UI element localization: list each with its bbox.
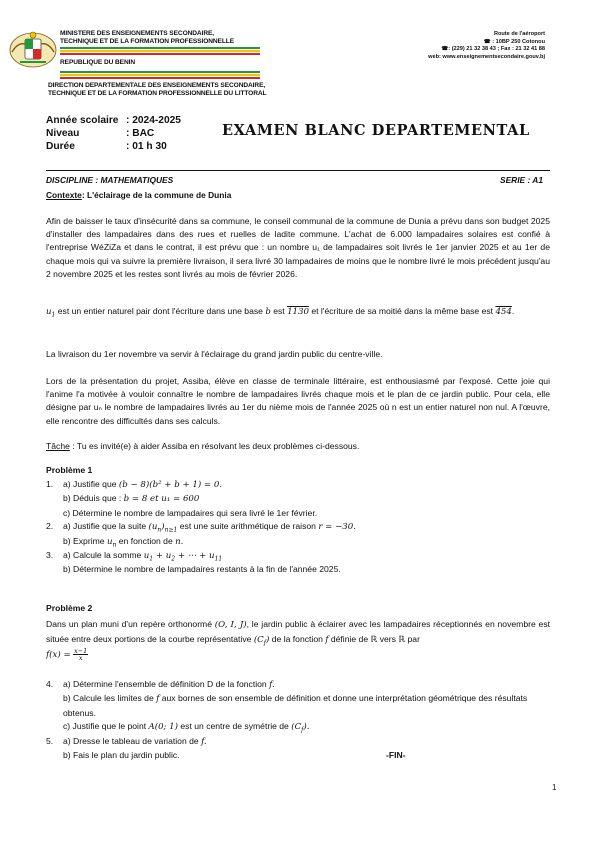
direction-header (48, 82, 328, 98)
fraction: $\frac{x-1}{x}$ (74, 646, 88, 663)
un-math: $u_n$ (106, 536, 117, 549)
item-5a: a) Dresse le tableau de variation de (63, 735, 199, 746)
f-var-2: f. (269, 680, 275, 690)
problem-2-title: Problème 2 (46, 603, 93, 613)
annee-value: : 2024-2025 (126, 115, 181, 126)
p2-intro-a: Dans un plan muni d'un repère orthonormé (46, 619, 212, 629)
niveau-label: Niveau (46, 128, 80, 139)
duree-label: Durée (46, 141, 75, 152)
f-var-3: f (156, 694, 160, 705)
item-2b: b) Exprime (63, 535, 105, 546)
phone-line: ☎: (229) 21 32 38 43 ; Fax : 21 32 41 88 (441, 46, 545, 53)
tache-label: Tâche (46, 441, 70, 451)
item-3-num: 3. (46, 550, 54, 561)
item-2a: a) Justifie que la suite (63, 521, 147, 532)
address-line: Route de l'aéroport (493, 31, 545, 37)
item-1c: c) Détermine le nombre de lampadaires qui sera livré le 1er février. (63, 507, 318, 518)
item-5b: b) Fais le plan du jardin public. (63, 750, 180, 761)
contexte-title: : L'éclairage de la commune de Dunia (81, 190, 232, 200)
problem-1-title: Problème 1 (46, 465, 93, 475)
republic-label: REPUBLIQUE DU BENIN (60, 59, 136, 66)
repere-math: (O, I, J) (214, 620, 247, 630)
duree-value: : 01 h 30 (126, 141, 167, 152)
paragraph-3: La livraison du 1er novembre va servir à l'éclairage du grand jardin public du centre-ville. (46, 349, 383, 359)
web-line: web: www.enseignementsecondaire.gouv.bj (428, 53, 545, 60)
f-var-4: f. (201, 736, 207, 747)
flag-stripe-yellow (60, 50, 260, 52)
item-2-num: 2. (46, 521, 54, 532)
exam-title: EXAMEN BLANC DEPARTEMENTAL (222, 122, 530, 139)
item-1b: b) Déduis que : (63, 493, 122, 504)
meta-block (46, 114, 181, 153)
coat-of-arms-logo (8, 30, 58, 70)
suite-un-math: $(u_n)_{n\ge 1}$ (148, 522, 178, 534)
tache-line (46, 440, 550, 453)
flag-stripe-yellow-2 (60, 74, 260, 76)
problem-2-intro (46, 617, 550, 662)
item-3a: a) Calcule la somme (63, 550, 142, 561)
p2-intro-b: , le jardin public à éclairer avec les lampadaires réceptionnés en novembre est située entre deux portions de la courbe représentative (46, 619, 550, 644)
paragraph-4: Lors de la présentation du projet, Assiba, élève en classe de terminale littéraire, est enthousiasmé par l'exposé. Cette joie qui l'anime l'a motivée à vouloir connaître le nombre de lampadaires livrés chaque mois et le plan de ce jardin public. Pour cela, elle désigne par uₙ le nombre de lampadaires livrés au 1er du nième mois de l'année 2025 où n est un entier naturel non nul. A l'œuvre, elle rencontre des difficultés dans ses calculs. (46, 376, 550, 426)
item-1-num: 1. (46, 479, 54, 489)
item-4a: a) Détermine l'ensemble de définition D de la fonction (63, 679, 267, 689)
ministry-header (60, 30, 290, 46)
cf-math-2: $(C_f)$. (291, 722, 310, 734)
direction-line-2: TECHNIQUE ET DE LA FORMATION PROFESSIONNELLE DU LITTORAL (48, 89, 267, 97)
problem-2-list (46, 678, 550, 762)
item-3b: b) Détermine le nombre de lampadaires restants à la fin de l'année 2025. (63, 564, 341, 575)
sum-math: $u_1 + u_2$ + ⋯ + $u_{11}$ (143, 551, 223, 563)
annee-label: Année scolaire (46, 115, 119, 126)
item-1b-math: b = 8 et u₁ = 600 (123, 494, 200, 505)
flag-stripe-red-2 (60, 77, 260, 79)
number-1130: 1130 (287, 307, 309, 317)
ministry-line-2: TECHNIQUE ET DE LA FORMATION PROFESSIONNELLE (60, 37, 235, 45)
item-1a-math: (b − 8)(b² + b + 1) = 0. (118, 480, 223, 490)
ministry-line-1: MINISTERE DES ENSEIGNEMENTS SECONDAIRE, (60, 30, 215, 37)
item-4-num: 4. (46, 679, 54, 689)
b-var: b (265, 307, 271, 317)
contexte-line (46, 190, 231, 200)
p2-text-d: est (481, 306, 494, 316)
number-454: 454 (495, 307, 512, 317)
separator-line (46, 170, 550, 171)
p2-text-c: et l'écriture de sa moitié dans la même base (311, 306, 480, 316)
problem-1-list (46, 478, 550, 577)
p2-intro-c: de la fonction (271, 634, 323, 644)
fx-math: f(x) = (46, 650, 71, 660)
item-4c: c) Justifie que le point (63, 721, 147, 732)
contexte-label: Contexte (46, 190, 82, 200)
f-var: f (325, 635, 329, 645)
item-4c-tail: est un centre de symétrie de (180, 721, 289, 732)
item-1a: a) Justifie que (63, 479, 117, 489)
p2-intro-d: définie de ℝ vers ℝ par (330, 634, 420, 644)
flag-stripe-green (60, 47, 260, 49)
direction-line-1: DIRECTION DEPARTEMENTALE DES ENSEIGNEMENTS SECONDAIRE, (48, 82, 266, 89)
p2-text-a: est un entier naturel pair dont l'écriture dans une base (57, 306, 263, 316)
contact-block (385, 31, 545, 61)
paragraph-1: Afin de baisser le taux d'insécurité dans sa commune, le conseil communal de la commune de Dunia a prévu dans son budget 2025 d'installer des lampadaires dans des rues et ruelles de ladite commune. L'achat de 6.000 lampadaires solaires est confié à l'entreprise WéZiZa et dans le contrat, il est prévu que : un nombre u₁ de lampadaires soit livrés le 1er janvier 2025 et au 1er de chaque mois qui va suivre la première livraison, il sera livré 30 lampadaires de moins que le nombre livré le mois précédent jusqu'au 2 novembre 2025 et les restes sont livrés au mois de février 2026. (46, 216, 550, 279)
page-number: 1 (552, 783, 557, 792)
paragraph-2: $u_1$ est un entier naturel pair dont l'écriture dans une base b est 1130 et l'écriture de sa moitié dans la même base est 454. (46, 306, 515, 319)
n-var: n. (175, 536, 184, 547)
bp-line: ☎ : 10BP 250 Cotonou (483, 38, 545, 45)
fin-label: -FIN- (386, 750, 406, 761)
flag-stripe-red (60, 53, 260, 55)
item-2a-tail: est une suite arithmétique de raison (179, 521, 316, 532)
tache-text: : Tu es invité(e) à aider Assiba en résolvant les deux problèmes ci-dessous. (69, 441, 360, 451)
item-4b: b) Calcule les limites de (63, 693, 154, 704)
serie-label: SERIE : A1 (500, 175, 543, 185)
item-4b-tail: aux bornes de son ensemble de définition et donne une interprétation géométrique des résultats obtenus. (63, 693, 528, 718)
cf-math: $(C_f)$ (253, 635, 270, 647)
flag-stripe-green-2 (60, 71, 260, 73)
point-a-math: A(0; 1) (148, 722, 178, 733)
discipline-label: DISCIPLINE : MATHEMATIQUES (46, 175, 174, 185)
niveau-value: : BAC (126, 128, 155, 139)
u1-var: $u_1$ (46, 307, 56, 319)
item-5-num: 5. (46, 735, 54, 746)
item-2b-tail: en fonction de (118, 535, 173, 546)
raison-math: r = −30. (318, 522, 356, 533)
p2-text-b: est (273, 306, 285, 316)
